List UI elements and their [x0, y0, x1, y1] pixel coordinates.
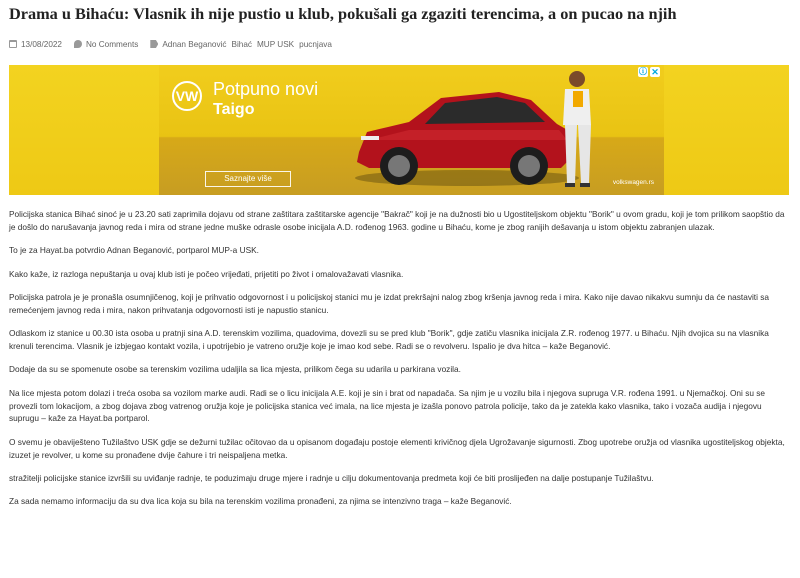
- article-paragraph: Policijska stanica Bihać sinoć je u 23.20 sati zaprimila dojavu od strane zaštitara zaštitarske agencije "Bakrač" koji je na dužnosti bio u Ugostiteljskom objektu "Borik" u ovom gradu, koji je tom prilikom saopštio da je došlo do narušavanja javnog reda i mira od strane jedne muške odrasle osobe inicijala A.D. rođenog 1963. godine u Bihaću, kome je zbog ranijih dešavanja u istom objektu zabranjen ulazak.: [9, 209, 785, 232]
- article-title: Drama u Bihaću: Vlasnik ih nije pustio u klub, pokušali ga zgaziti terencima, a on pucao na njih: [9, 4, 677, 23]
- article-paragraph: Za sada nemamo informaciju da su dva lica koja su bila na terenskim vozilima pronađeni, za njima se intenzivno traga – kaže Beganović.: [9, 496, 512, 507]
- article-paragraph: Na lice mjesta potom dolazi i treća osoba sa vozilom marke audi. Radi se o licu inicijala A.E. koji je sin i brat od napadača. Sa njim je u vozilu bila i njegova supruga V.R. rođena 1991. u Njemačkoj. Oni su se provezli tom lokacijom, a zbog dojava zbog vatrenog oružja koje je policijska stanica već imala, na lice mjesta je izašla ponovo patrola policije, tako da je zatekla kako vlasnika, tako i vozača audija i njegovu suprugu – kaže za Hayat.ba portparol.: [9, 387, 766, 424]
- comments-link[interactable]: No Comments: [85, 39, 139, 49]
- tags-group: [150, 40, 337, 49]
- article-paragraph: Odlaskom iz stanice u 00.30 ista osoba u pratnji sina A.D. terenskim vozilima, quadovima, dovezli su se pred klub "Borik", gdje zatiču vlasnika inicijala Z.R. rođenog 1977. u Bihaću. Njih dvojica su na vlasnika krenuli terencima. Vlasnik je izbjegao kontakt vozila, i upotrijebio je vatreno oružje koje je imao kod sebe. Radi se o revolveru. Ispalio je dva hitca – kaže Beganović.: [9, 328, 769, 351]
- tag-link[interactable]: pucnjava: [299, 39, 332, 49]
- ad-info-icon[interactable]: ⓘ: [639, 67, 647, 76]
- advertisement[interactable]: [9, 65, 789, 195]
- tag-icon: [150, 40, 158, 48]
- ad-banner[interactable]: [159, 65, 664, 195]
- article-paragraph: Dodaje da su se spomenute osobe sa terenskim vozilima udaljila sa lica mjesta, prilikom čega su udarila u parkirana vozila.: [9, 364, 461, 375]
- comment-icon: [74, 40, 82, 48]
- tag-link[interactable]: Adnan Beganović: [162, 39, 227, 49]
- calendar-icon: [9, 40, 17, 48]
- date-group: [9, 40, 62, 49]
- ad-cta-button[interactable]: Saznajte više: [205, 171, 291, 187]
- model-person-image: [551, 67, 601, 192]
- car-image: [349, 70, 579, 190]
- ad-model-name: Taigo: [213, 101, 255, 118]
- ad-right-panel: [664, 65, 789, 195]
- article-paragraph: stražitelji policijske stanice izvršili su uviđanje radnje, te poduzimaju druge mjere i radnje u cilju dokumentovanja predmeta koji će biti proslijeđen na dalje postupanje Tužilaštvu.: [9, 472, 654, 483]
- vw-logo-icon: VW: [172, 81, 202, 111]
- ad-headline: Potpuno novi: [213, 79, 319, 99]
- article-paragraph: To je za Hayat.ba potvrdio Adnan Beganović, portparol MUP-a USK.: [9, 245, 259, 256]
- comments-group[interactable]: [74, 40, 138, 49]
- publish-date: 13/08/2022: [21, 39, 62, 49]
- article-paragraph: Policijska patrola je je pronašla osumnjičenog, koji je prihvatio odgovornost i u policijskoj stanici mu je izdat prekršajni nalog zbog kršenja javnog reda i mira. Kako nije davao nikakvu sumnju da će nastaviti sa remećenjem javnog reda i mira, nakon prihvatanja odgovornosti isti je napustio stanicu.: [9, 291, 770, 315]
- tag-link[interactable]: Bihać: [231, 39, 252, 49]
- ad-brand-url: volkswagen.rs: [612, 179, 654, 186]
- tag-link[interactable]: MUP USK: [256, 39, 295, 49]
- article-meta: [9, 38, 349, 50]
- article-paragraph: O svemu je obaviješteno Tužilaštvo USK gdje se dežurni tužilac očitovao da u opisanom događaju postoje elementi krivičnog djela Ugrožavanje sigurnosti. Zbog upotrebe oružja od vlasnika ugostiteljskog objekta, izuzet je revolver, u kome su pronađene dvije čahure i tri neispaljena metka.: [9, 436, 785, 460]
- article-paragraph: Kako kaže, iz razloga nepuštanja u ovaj klub isti je počeo vrijeđati, prijetiti po život i omalovažavati vlasnika.: [9, 268, 404, 279]
- ad-left-panel: [9, 65, 159, 195]
- ad-close-icon[interactable]: ✕: [651, 67, 659, 77]
- article-body: [9, 208, 790, 519]
